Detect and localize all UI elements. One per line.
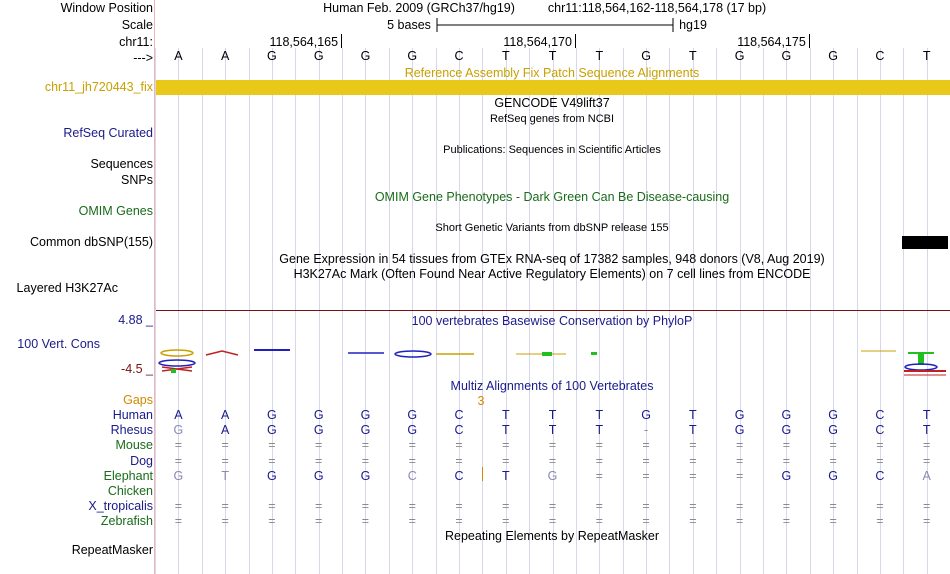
- alignment-base: G: [313, 468, 324, 483]
- gridline: [412, 48, 413, 574]
- alignment-base: =: [923, 438, 931, 453]
- gridline: [903, 48, 904, 574]
- gridline: [295, 48, 296, 574]
- alignment-base: T: [689, 423, 697, 438]
- alignment-base: =: [502, 453, 510, 468]
- alignment-base: =: [595, 499, 603, 514]
- alignment-base: C: [454, 423, 464, 438]
- alignment-base: =: [408, 499, 416, 514]
- gridline: [389, 48, 390, 574]
- h3k27ac-track-title: H3K27Ac Mark (Often Found Near Active Regulatory Elements) on 7 cell lines from ENCODE: [293, 267, 811, 281]
- alignment-base: T: [595, 423, 604, 438]
- alignment-base: =: [268, 514, 276, 529]
- gridline: [810, 48, 811, 574]
- base-letter: G: [360, 49, 371, 63]
- alignment-base: =: [315, 499, 323, 514]
- alignment-base: C: [875, 468, 885, 483]
- alignment-base: =: [361, 453, 370, 468]
- alignment-base: C: [454, 408, 464, 422]
- base-letter: G: [781, 49, 792, 63]
- alignment-base: =: [642, 468, 650, 483]
- alignment-base: G: [734, 423, 745, 438]
- alignment-base: =: [455, 453, 463, 468]
- gridline: [225, 48, 226, 574]
- chrom-tick: [809, 34, 810, 48]
- repeatmasker-track-title: Repeating Elements by RepeatMasker: [444, 529, 660, 543]
- species-label[interactable]: Elephant: [103, 468, 153, 483]
- alignment-base: A: [922, 468, 931, 483]
- assembly-name: Human Feb. 2009 (GRCh37/hg19): [323, 1, 515, 15]
- label-sequences-track[interactable]: Sequences: [90, 157, 153, 171]
- alignment-base: =: [735, 438, 744, 453]
- gridline: [459, 48, 460, 574]
- scale-bar: [430, 16, 680, 34]
- species-label[interactable]: Human: [112, 408, 153, 422]
- alignment-base: G: [173, 468, 184, 483]
- alignment-base: G: [313, 408, 324, 422]
- alignment-base: =: [876, 453, 884, 468]
- alignment-base: =: [361, 514, 370, 529]
- alignment-base: =: [268, 453, 276, 468]
- alignment-base: =: [689, 514, 697, 529]
- alignment-base: =: [548, 438, 557, 453]
- gridline: [693, 48, 694, 574]
- label-chrom: chr11:: [119, 35, 153, 49]
- base-letter: T: [548, 49, 557, 63]
- label-cons-track[interactable]: 100 Vert. Cons: [17, 337, 100, 351]
- alignment-base: G: [828, 468, 839, 483]
- alignment-base: G: [173, 423, 184, 438]
- alignment-base: =: [548, 453, 557, 468]
- alignment-base: =: [782, 453, 791, 468]
- alignment-base: =: [923, 514, 931, 529]
- gridline: [249, 48, 250, 574]
- h3k27ac-signal-line: [156, 310, 950, 311]
- alignment-base: =: [642, 453, 650, 468]
- alignment-base: =: [502, 499, 510, 514]
- alignment-base: G: [267, 408, 277, 422]
- alignment-base: G: [360, 423, 371, 438]
- alignment-base: G: [828, 408, 839, 422]
- gridline: [342, 48, 343, 574]
- alignment-base: =: [408, 514, 416, 529]
- base-letter: G: [313, 49, 324, 63]
- species-label[interactable]: Rhesus: [110, 423, 153, 438]
- alignment-base: =: [595, 438, 603, 453]
- label-window-position: Window Position: [60, 1, 153, 15]
- alignment-base: =: [595, 468, 603, 483]
- alignment-base: G: [360, 408, 371, 422]
- alignment-base: =: [923, 453, 931, 468]
- alignment-base: C: [407, 468, 417, 483]
- patch-track-title: Reference Assembly Fix Patch Sequence Alignments: [404, 66, 700, 80]
- patch-alignment-bar[interactable]: [156, 80, 950, 95]
- conservation-graph[interactable]: [156, 345, 950, 377]
- gencode-track-title: GENCODE V49lift37: [494, 96, 610, 110]
- dbsnp-track-title: Short Genetic Variants from dbSNP release 155: [435, 222, 669, 234]
- alignment-base: =: [548, 499, 557, 514]
- label-repeatmasker-track[interactable]: RepeatMasker: [71, 543, 153, 557]
- gridline: [786, 48, 787, 574]
- label-strand[interactable]: --->: [133, 51, 153, 65]
- base-letter: C: [875, 49, 885, 63]
- alignment-base: =: [782, 514, 791, 529]
- base-letter: T: [689, 49, 697, 63]
- gridline: [643, 48, 649, 574]
- alignment-base: =: [829, 499, 837, 514]
- gridline: [482, 48, 483, 574]
- base-letter: G: [641, 49, 651, 63]
- alignment-base: =: [782, 438, 791, 453]
- scale-db: hg19: [679, 18, 707, 32]
- gridline: [716, 48, 717, 574]
- gridline: [833, 48, 834, 574]
- gap-insertion-mark: [482, 467, 483, 481]
- alignment-base: =: [174, 499, 183, 514]
- alignment-base: =: [221, 499, 229, 514]
- alignment-base: =: [829, 438, 837, 453]
- gridline: [365, 48, 366, 574]
- alignment-base: G: [781, 468, 792, 483]
- base-letter: T: [595, 49, 604, 63]
- gtex-track-title: Gene Expression in 54 tissues from GTEx RNA-seq of 17382 samples, 948 donors (V8, Aug 2019): [279, 252, 825, 266]
- alignment-base: =: [174, 438, 183, 453]
- alignment-base: =: [642, 514, 650, 529]
- snp-feature[interactable]: [902, 236, 948, 249]
- publications-track-title: Publications: Sequences in Scientific Articles: [443, 144, 661, 156]
- alignment-base: A: [220, 408, 230, 422]
- label-gaps: Gaps: [123, 393, 153, 407]
- alignment-base: =: [455, 514, 463, 529]
- alignment-base: =: [923, 499, 931, 514]
- phylop-track-title: 100 vertebrates Basewise Conservation by PhyloP: [411, 314, 693, 328]
- base-letter: G: [734, 49, 745, 63]
- alignment-base: A: [174, 408, 183, 422]
- species-label[interactable]: X_tropicalis: [88, 499, 153, 514]
- alignment-base: =: [876, 499, 884, 514]
- alignment-base: G: [781, 423, 792, 438]
- alignment-base: T: [548, 408, 557, 422]
- alignment-base: =: [174, 453, 183, 468]
- alignment-base: G: [547, 468, 558, 483]
- alignment-base: =: [735, 514, 744, 529]
- species-label[interactable]: Zebrafish: [100, 514, 153, 529]
- alignment-base: =: [408, 438, 416, 453]
- alignment-base: =: [876, 514, 884, 529]
- base-letter: G: [828, 49, 839, 63]
- cons-marks: [159, 350, 946, 375]
- window-position-text: chr11:118,564,162-118,564,178 (17 bp): [547, 1, 767, 15]
- alignment-base: =: [455, 438, 463, 453]
- species-label[interactable]: Dog: [130, 453, 153, 468]
- alignment-base: =: [689, 499, 697, 514]
- base-letter: G: [267, 49, 277, 63]
- gridline: [623, 48, 624, 574]
- alignment-base: G: [734, 408, 745, 422]
- alignment-base: =: [315, 453, 323, 468]
- chrom-tick-label: 118,564,175: [737, 35, 806, 49]
- label-refseq-track[interactable]: RefSeq Curated: [63, 126, 153, 140]
- alignment-base: T: [689, 408, 697, 422]
- species-label[interactable]: Mouse: [115, 438, 153, 453]
- alignment-base: =: [548, 514, 557, 529]
- alignment-base: G: [267, 468, 277, 483]
- alignment-base: =: [174, 514, 183, 529]
- alignment-base: =: [221, 514, 229, 529]
- gridline: [669, 48, 670, 574]
- alignment-base: =: [221, 453, 229, 468]
- gridline: [763, 48, 764, 574]
- label-scale: Scale: [121, 18, 153, 32]
- alignment-base: =: [735, 453, 744, 468]
- alignment-base: G: [407, 408, 418, 422]
- label-dbsnp-track[interactable]: Common dbSNP(155): [30, 235, 153, 249]
- alignment-base: =: [268, 499, 276, 514]
- chrom-tick-label: 118,564,165: [269, 35, 339, 49]
- alignment-base: =: [595, 453, 603, 468]
- alignment-base: =: [642, 499, 650, 514]
- scale-text: 5 bases: [387, 18, 431, 32]
- refseq-track-title: RefSeq genes from NCBI: [489, 113, 615, 125]
- alignment-base: T: [922, 408, 931, 422]
- label-omim-track[interactable]: OMIM Genes: [78, 204, 153, 218]
- gridline: [319, 48, 320, 574]
- label-h3k27ac-track[interactable]: Layered H3K27Ac: [16, 281, 118, 295]
- alignment-base: A: [220, 423, 230, 438]
- alignment-base: G: [267, 423, 277, 438]
- alignment-base: T: [501, 468, 510, 483]
- alignment-base: =: [689, 438, 697, 453]
- alignment-base: =: [408, 453, 416, 468]
- gridline: [272, 48, 273, 574]
- alignment-base: =: [361, 438, 370, 453]
- alignment-base: G: [641, 408, 651, 422]
- alignment-base: =: [315, 438, 323, 453]
- base-letter: G: [407, 49, 418, 63]
- label-snps-track[interactable]: SNPs: [121, 173, 153, 187]
- base-letter: A: [174, 49, 183, 63]
- alignment-base: =: [689, 468, 697, 483]
- alignment-base: =: [221, 438, 229, 453]
- gridline: [927, 48, 928, 574]
- species-label[interactable]: Chicken: [107, 484, 153, 498]
- base-letter: T: [922, 49, 931, 63]
- multiz-track-title: Multiz Alignments of 100 Vertebrates: [450, 379, 654, 393]
- alignment-base: =: [735, 468, 744, 483]
- alignment-base: =: [268, 438, 276, 453]
- gridline: [857, 48, 858, 574]
- alignment-base: =: [735, 499, 744, 514]
- gaps-count: 3: [477, 394, 485, 408]
- alignment-base: T: [501, 408, 510, 422]
- gridline: [155, 48, 156, 574]
- base-letter: C: [454, 49, 464, 63]
- alignment-base: =: [876, 438, 884, 453]
- base-letter: A: [220, 49, 230, 63]
- label-patch-track[interactable]: chr11_jh720443_fix: [44, 80, 153, 94]
- gridline: [178, 48, 179, 574]
- label-cons-max: 4.88 _: [118, 313, 153, 327]
- alignment-base: -: [643, 423, 649, 438]
- alignment-base: C: [454, 468, 464, 483]
- alignment-base: G: [828, 423, 839, 438]
- alignment-base: =: [829, 453, 837, 468]
- alignment-base: =: [361, 499, 370, 514]
- alignment-base: G: [360, 468, 371, 483]
- alignment-base: T: [501, 423, 510, 438]
- alignment-base: C: [875, 408, 885, 422]
- gridline: [740, 48, 741, 574]
- base-letter: T: [501, 49, 510, 63]
- alignment-base: =: [502, 438, 510, 453]
- alignment-base: =: [315, 514, 323, 529]
- omim-track-title: OMIM Gene Phenotypes - Dark Green Can Be Disease-causing: [374, 190, 730, 204]
- alignment-base: T: [595, 408, 604, 422]
- alignment-base: T: [922, 423, 931, 438]
- alignment-base: C: [875, 423, 885, 438]
- label-cons-min: -4.5 _: [121, 362, 153, 376]
- alignment-base: T: [548, 423, 557, 438]
- alignment-base: T: [221, 468, 229, 483]
- alignment-base: =: [782, 499, 791, 514]
- alignment-base: =: [689, 453, 697, 468]
- alignment-base: =: [595, 514, 603, 529]
- chrom-tick: [341, 34, 342, 48]
- alignment-base: G: [781, 408, 792, 422]
- alignment-base: =: [455, 499, 463, 514]
- gridline: [880, 48, 881, 574]
- alignment-base: =: [829, 514, 837, 529]
- gridline: [202, 48, 203, 574]
- chrom-tick: [575, 34, 576, 48]
- alignment-base: G: [313, 423, 324, 438]
- alignment-base: G: [407, 423, 418, 438]
- gridline: [436, 48, 437, 574]
- alignment-base: =: [502, 514, 510, 529]
- chrom-tick-label: 118,564,170: [503, 35, 572, 49]
- alignment-base: =: [642, 438, 650, 453]
